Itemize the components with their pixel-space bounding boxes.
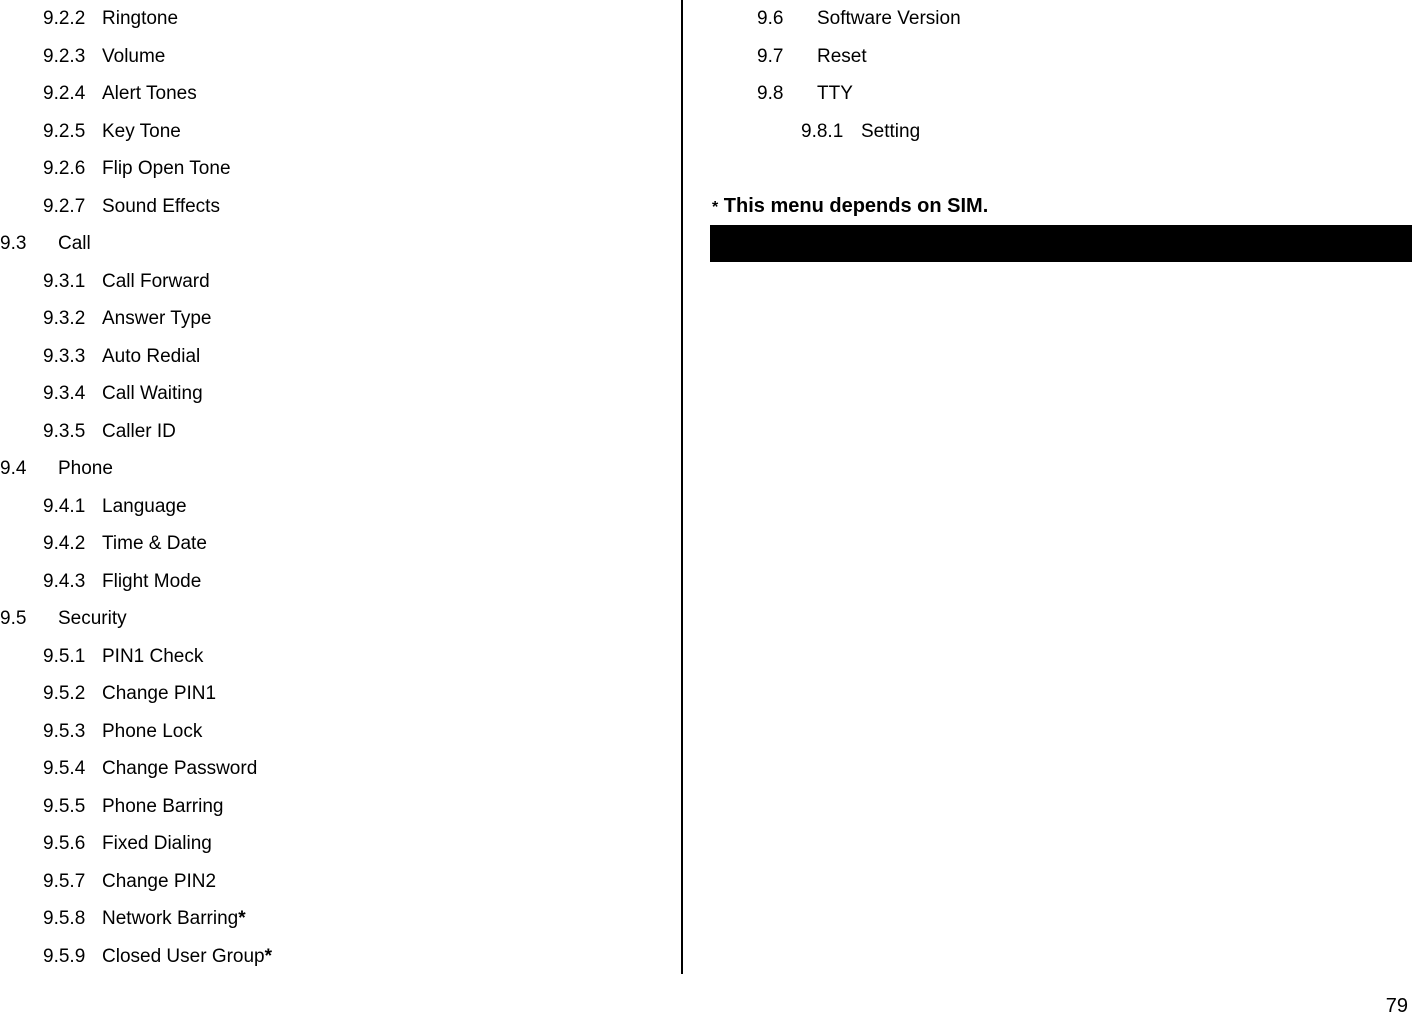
menu-item-label: Call — [58, 233, 91, 254]
menu-item-number: 9.3 — [0, 233, 27, 254]
menu-item-label-group — [102, 382, 203, 406]
menu-item-label-group — [102, 82, 197, 106]
menu-item-number: 9.5 — [0, 608, 27, 629]
menu-item-label-group — [102, 832, 212, 856]
menu-item-label-group — [58, 607, 127, 631]
menu-item-label: Closed User Group — [102, 945, 265, 967]
note-asterisk: * — [712, 199, 719, 216]
menu-item-label-group — [102, 907, 246, 931]
menu-item-label: Caller ID — [102, 420, 176, 442]
menu-item-label-group — [102, 570, 201, 594]
menu-item-number: 9.2.2 — [43, 8, 86, 29]
menu-item-label: Software Version — [817, 8, 961, 29]
menu-item-label-group — [102, 195, 220, 219]
menu-item-label-group — [102, 795, 223, 819]
menu-item-number: 9.4.3 — [43, 570, 86, 592]
menu-item-number: 9.5.7 — [43, 870, 86, 892]
menu-item-label: Phone Lock — [102, 720, 203, 742]
menu-item-label: PIN1 Check — [102, 645, 204, 667]
menu-item-label: Alert Tones — [102, 83, 197, 104]
menu-item-number: 9.5.1 — [43, 645, 86, 667]
menu-item-label-group — [102, 870, 216, 894]
menu-item-asterisk: * — [238, 908, 246, 929]
menu-item-label: Sound Effects — [102, 195, 220, 217]
menu-item-label: Answer Type — [102, 308, 212, 329]
menu-item-number: 9.5.2 — [43, 683, 86, 704]
menu-item-label: Flip Open Tone — [102, 158, 231, 179]
menu-item-number: 9.8 — [757, 83, 784, 104]
menu-item-label-group — [102, 495, 187, 519]
menu-item-label: Time & Date — [102, 533, 207, 554]
column-divider — [681, 0, 683, 974]
menu-item-number: 9.3.4 — [43, 383, 86, 404]
menu-item-label-group — [102, 682, 216, 706]
menu-item-label: Fixed Dialing — [102, 833, 212, 854]
menu-item-label: Change Password — [102, 758, 258, 779]
menu-item-label: Security — [58, 608, 127, 629]
menu-item-label-group — [102, 7, 178, 31]
menu-item-label: Setting — [861, 120, 921, 142]
menu-item-number: 9.2.3 — [43, 45, 86, 67]
note-text: This menu depends on SIM. — [718, 195, 989, 217]
menu-item-label: Auto Redial — [102, 345, 201, 367]
menu-item-label: Key Tone — [102, 120, 181, 142]
menu-item-label-group — [102, 45, 165, 69]
menu-item-number: 9.5.6 — [43, 833, 86, 854]
menu-item-number: 9.8.1 — [801, 120, 844, 142]
menu-item-label: Call Forward — [102, 270, 210, 292]
menu-item-number: 9.2.6 — [43, 158, 86, 179]
menu-item-number: 9.4.2 — [43, 533, 86, 554]
menu-item-label: Phone Barring — [102, 795, 224, 817]
menu-item-label-group — [102, 945, 272, 969]
menu-item-number: 9.5.3 — [43, 720, 86, 742]
menu-item-label: Ringtone — [102, 8, 179, 29]
sim-note — [712, 194, 988, 218]
menu-item-label: Phone — [58, 458, 113, 479]
menu-item-label-group — [817, 45, 867, 69]
menu-item-label-group — [102, 307, 211, 331]
menu-item-label-group — [102, 157, 231, 181]
menu-item-number: 9.3.5 — [43, 420, 86, 442]
menu-item-label-group — [58, 457, 113, 481]
menu-item-label-group — [817, 7, 961, 31]
menu-item-asterisk: * — [264, 945, 273, 967]
menu-item-label: Volume — [102, 45, 166, 67]
menu-item-number: 9.2.7 — [43, 195, 86, 217]
menu-item-label-group — [102, 757, 257, 781]
menu-item-number: 9.7 — [757, 45, 784, 67]
menu-item-number: 9.3.1 — [43, 270, 86, 292]
menu-item-label-group — [102, 532, 207, 556]
menu-item-label-group — [58, 232, 91, 256]
menu-item-label-group — [102, 345, 200, 369]
menu-item-label-group — [102, 720, 202, 744]
menu-item-label: Change PIN1 — [102, 683, 217, 704]
menu-item-label: Call Waiting — [102, 383, 203, 404]
menu-item-label-group — [102, 420, 176, 444]
menu-item-number: 9.3.2 — [43, 308, 86, 329]
menu-item-label-group — [861, 120, 920, 144]
menu-item-number: 9.5.4 — [43, 758, 86, 779]
menu-item-number: 9.5.5 — [43, 795, 86, 817]
menu-item-label-group — [102, 270, 210, 294]
menu-item-label-group — [817, 82, 853, 106]
menu-item-label: Language — [102, 495, 187, 517]
menu-item-number: 9.3.3 — [43, 345, 86, 367]
menu-item-number: 9.4 — [0, 458, 27, 479]
menu-item-number: 9.2.5 — [43, 120, 86, 142]
menu-item-label-group — [102, 645, 203, 669]
menu-item-number: 9.6 — [757, 8, 784, 29]
page-number: 79 — [1385, 995, 1408, 1017]
menu-item-label: Flight Mode — [102, 570, 202, 592]
menu-item-label: Network Barring — [102, 908, 239, 929]
menu-item-number: 9.5.9 — [43, 945, 86, 967]
menu-item-number: 9.5.8 — [43, 908, 86, 929]
menu-item-number: 9.4.1 — [43, 495, 86, 517]
menu-item-label: Change PIN2 — [102, 870, 217, 892]
menu-item-label: TTY — [817, 83, 853, 104]
menu-item-label-group — [102, 120, 181, 144]
menu-item-number: 9.2.4 — [43, 83, 86, 104]
menu-item-label: Reset — [817, 45, 867, 67]
black-bar — [710, 225, 1412, 262]
